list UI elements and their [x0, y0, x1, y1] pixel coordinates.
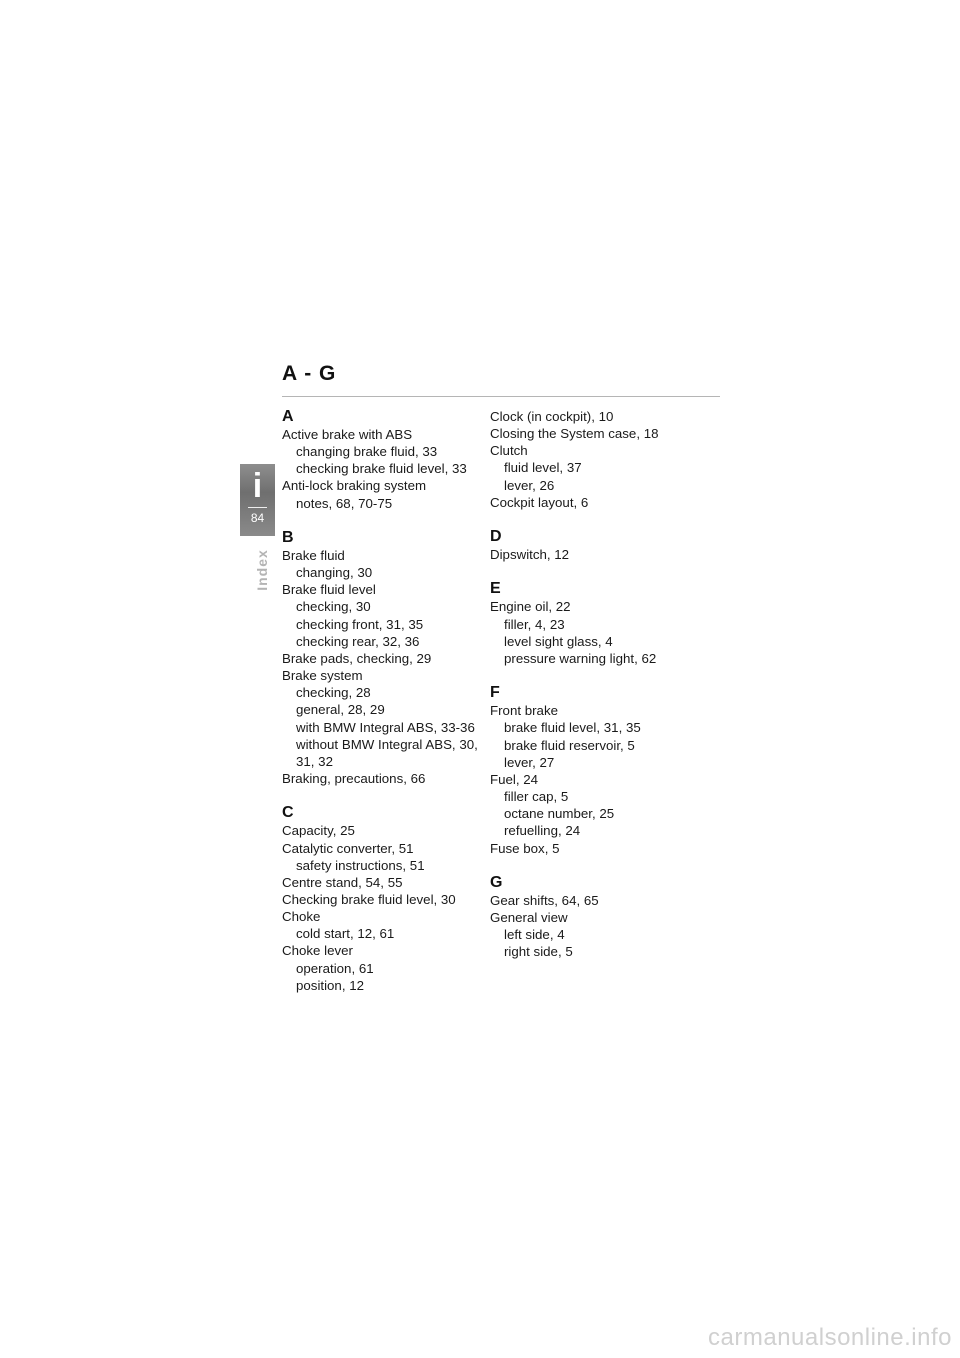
index-group-letter: C: [282, 804, 294, 822]
index-subentry: changing, 30: [296, 565, 373, 581]
index-entry: Choke lever: [282, 943, 353, 959]
index-group: [490, 684, 700, 856]
index-entry: Anti-lock braking system: [282, 478, 427, 494]
index-subentry: filler cap, 5: [504, 789, 569, 805]
index-entry: Brake fluid level: [282, 582, 376, 598]
index-subentry: checking brake fluid level, 33: [296, 461, 467, 477]
index-subentry: filler, 4, 23: [504, 616, 565, 632]
page-title: A - G: [282, 362, 337, 385]
index-entry: Checking brake fluid level, 30: [282, 891, 456, 907]
index-entry: General view: [490, 910, 568, 926]
index-entry: Active brake with ABS: [282, 427, 413, 442]
index-entry: Closing the System case, 18: [490, 426, 659, 442]
index-group-letter: A: [282, 408, 294, 425]
index-column-right: [490, 408, 700, 978]
tab-divider: [248, 507, 267, 508]
section-side-label: Index: [254, 549, 270, 591]
index-group-letter: F: [490, 684, 500, 702]
index-entry: Engine oil, 22: [490, 599, 571, 615]
index-subentry: checking rear, 32, 36: [296, 633, 420, 649]
index-group-letter: D: [490, 528, 502, 546]
index-subentry: brake fluid level, 31, 35: [504, 720, 641, 736]
index-entry: Brake system: [282, 668, 363, 684]
index-group-letter: B: [282, 528, 294, 546]
index-subentry: left side, 4: [504, 927, 565, 943]
index-entry: Brake pads, checking, 29: [282, 650, 432, 666]
index-entry: Fuse box, 5: [490, 840, 560, 856]
index-subentry: lever, 27: [504, 754, 555, 770]
index-subentry: level sight glass, 4: [504, 633, 613, 649]
index-subentry: checking, 28: [296, 685, 371, 701]
index-subentry: right side, 5: [504, 944, 573, 960]
index-subentry: changing brake fluid, 33: [296, 444, 438, 460]
index-subentry: fluid level, 37: [504, 460, 582, 476]
index-group: [282, 529, 492, 787]
index-group: [490, 528, 700, 563]
index-entry: Clock (in cockpit), 10: [490, 409, 614, 424]
index-group-letter: G: [490, 873, 503, 891]
index-group-letter: E: [490, 580, 501, 598]
index-entry: Choke: [282, 909, 321, 925]
index-entry: Front brake: [490, 703, 558, 719]
index-entry: Capacity, 25: [282, 823, 355, 839]
index-group: [490, 408, 700, 511]
index-subentry: position, 12: [296, 977, 365, 993]
index-subentry: safety instructions, 51: [296, 857, 425, 873]
index-subentry: operation, 61: [296, 960, 374, 976]
index-subentry: checking, 30: [296, 599, 371, 615]
info-icon: i: [252, 467, 263, 505]
index-subentry: refuelling, 24: [504, 823, 581, 839]
index-entry: Dipswitch, 12: [490, 547, 570, 563]
index-subentry: notes, 68, 70-75: [296, 495, 393, 511]
index-tab: [240, 464, 275, 536]
watermark: carmanualsonline.info: [708, 1324, 952, 1351]
index-subentry: 31, 32: [296, 753, 333, 769]
index-subentry: checking front, 31, 35: [296, 616, 424, 632]
index-entry: Centre stand, 54, 55: [282, 874, 403, 890]
index-group: [490, 874, 700, 961]
index-subentry: cold start, 12, 61: [296, 926, 395, 942]
index-subentry: with BMW Integral ABS, 33-36: [296, 719, 475, 735]
index-entry: Clutch: [490, 443, 528, 459]
index-entry: Fuel, 24: [490, 771, 539, 787]
title-divider: [282, 396, 720, 397]
index-subentry: general, 28, 29: [296, 702, 385, 718]
index-group: [282, 804, 492, 994]
index-group: [282, 408, 492, 512]
index-subentry: brake fluid reservoir, 5: [504, 737, 635, 753]
index-group: [490, 580, 700, 667]
index-entry: Gear shifts, 64, 65: [490, 892, 599, 908]
index-subentry: pressure warning light, 62: [504, 650, 657, 666]
index-entry: Braking, precautions, 66: [282, 771, 426, 786]
index-entry: Catalytic converter, 51: [282, 840, 414, 856]
index-entry: Brake fluid: [282, 547, 345, 563]
page-number: 84: [250, 511, 265, 525]
index-subentry: without BMW Integral ABS, 30,: [296, 736, 478, 752]
index-entry: Cockpit layout, 6: [490, 494, 589, 510]
index-subentry: lever, 26: [504, 477, 555, 493]
index-column-left: [282, 408, 492, 1011]
index-subentry: octane number, 25: [504, 806, 615, 822]
